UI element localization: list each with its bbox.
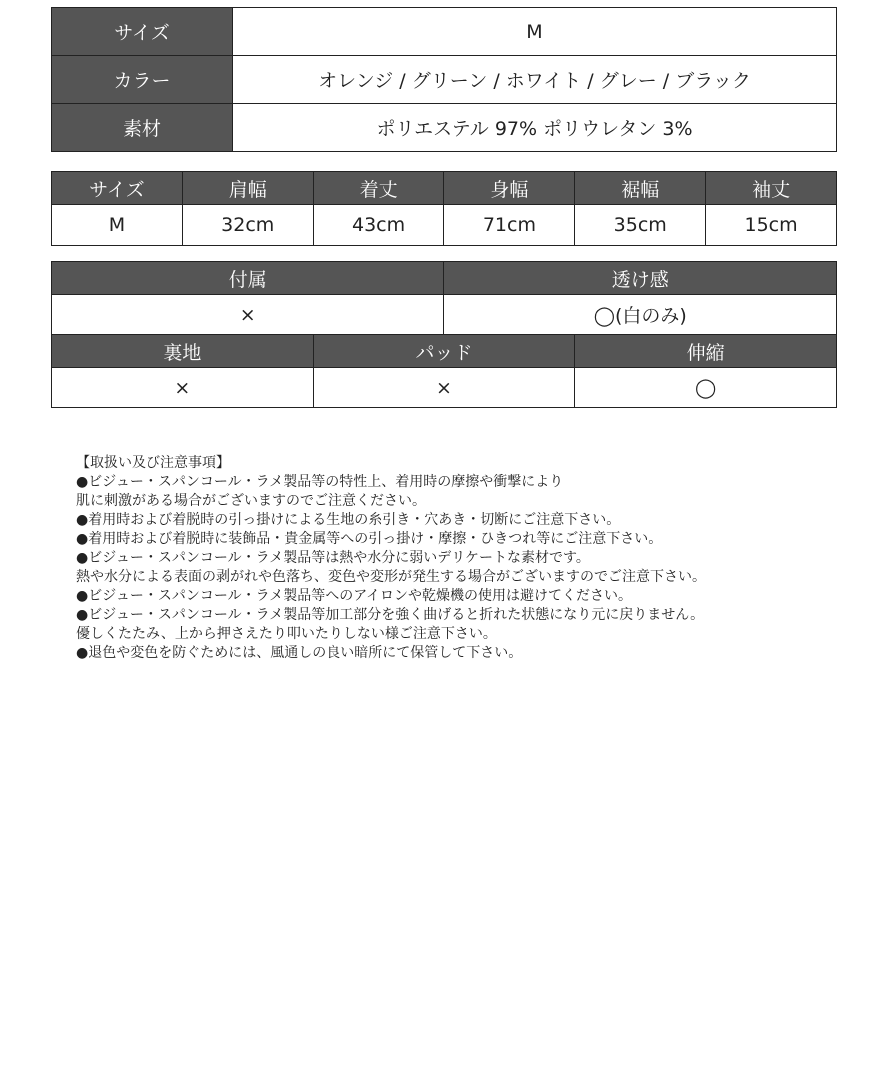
measurement-header: 着丈 bbox=[313, 172, 444, 205]
measurement-value: 43cm bbox=[313, 205, 444, 246]
care-note-line: ●ビジュー・スパンコール・ラメ製品等へのアイロンや乾燥機の使用は避けてください。 bbox=[76, 588, 632, 604]
feature-table bbox=[51, 261, 837, 408]
measurement-value-row bbox=[52, 205, 837, 246]
lining-value: × bbox=[52, 368, 314, 408]
spec-row-size bbox=[52, 8, 837, 56]
feature-value-row-2 bbox=[52, 368, 837, 408]
care-note-line: ●着用時および着脱時に装飾品・貴金属等への引っ掛け・摩擦・ひきつれ等にご注意下さい。 bbox=[76, 531, 663, 547]
care-note-line: ●着用時および着脱時の引っ掛けによる生地の糸引き・穴あき・切断にご注意下さい。 bbox=[76, 512, 621, 528]
size-value: M bbox=[233, 8, 837, 56]
measurement-header: 裾幅 bbox=[575, 172, 706, 205]
care-note-line: ●退色や変色を防ぐためには、風通しの良い暗所にて保管して下さい。 bbox=[76, 645, 523, 661]
measurement-table bbox=[51, 171, 837, 246]
pad-value: × bbox=[313, 368, 575, 408]
care-note-line: 優しくたたみ、上から押さえたり叩いたりしない様ご注意下さい。 bbox=[76, 626, 497, 642]
care-note-line: ●ビジュー・スパンコール・ラメ製品等は熱や水分に弱いデリケートな素材です。 bbox=[76, 550, 590, 566]
accessory-label: 付属 bbox=[52, 262, 444, 295]
color-label: カラー bbox=[52, 56, 233, 104]
measurement-header: サイズ bbox=[52, 172, 183, 205]
measurement-value: M bbox=[52, 205, 183, 246]
measurement-header: 身幅 bbox=[444, 172, 575, 205]
feature-value-row-1 bbox=[52, 295, 837, 335]
material-label: 素材 bbox=[52, 104, 233, 152]
care-note-line: 肌に刺激がある場合がございますのでご注意ください。 bbox=[76, 493, 426, 509]
measurement-value: 35cm bbox=[575, 205, 706, 246]
stretch-value: ◯ bbox=[575, 368, 837, 408]
measurement-header: 袖丈 bbox=[706, 172, 837, 205]
feature-header-row-2 bbox=[52, 335, 837, 368]
accessory-value: × bbox=[52, 295, 444, 335]
spec-table bbox=[51, 7, 837, 152]
care-note-line: 熱や水分による表面の剥がれや色落ち、変色や変形が発生する場合がございますのでご注意下さい。 bbox=[76, 569, 706, 585]
measurement-value: 71cm bbox=[444, 205, 575, 246]
measurement-value: 15cm bbox=[706, 205, 837, 246]
care-notes bbox=[76, 454, 866, 663]
care-note-line: ●ビジュー・スパンコール・ラメ製品等加工部分を強く曲げると折れた状態になり元に戻りません。 bbox=[76, 607, 705, 623]
care-note-line: ●ビジュー・スパンコール・ラメ製品等の特性上、着用時の摩擦や衝撃により bbox=[76, 474, 564, 490]
measurement-value: 32cm bbox=[182, 205, 313, 246]
sheer-label: 透け感 bbox=[444, 262, 837, 295]
lining-label: 裏地 bbox=[52, 335, 314, 368]
size-label: サイズ bbox=[52, 8, 233, 56]
feature-header-row-1 bbox=[52, 262, 837, 295]
sheer-value: ◯(白のみ) bbox=[444, 295, 837, 335]
stretch-label: 伸縮 bbox=[575, 335, 837, 368]
measurement-header-row bbox=[52, 172, 837, 205]
color-value: オレンジ / グリーン / ホワイト / グレー / ブラック bbox=[233, 56, 837, 104]
spec-row-material bbox=[52, 104, 837, 152]
measurement-header: 肩幅 bbox=[182, 172, 313, 205]
spec-row-color bbox=[52, 56, 837, 104]
material-value: ポリエステル 97% ポリウレタン 3% bbox=[233, 104, 837, 152]
care-notes-title: 【取扱い及び注意事項】 bbox=[76, 455, 230, 471]
pad-label: パッド bbox=[313, 335, 575, 368]
